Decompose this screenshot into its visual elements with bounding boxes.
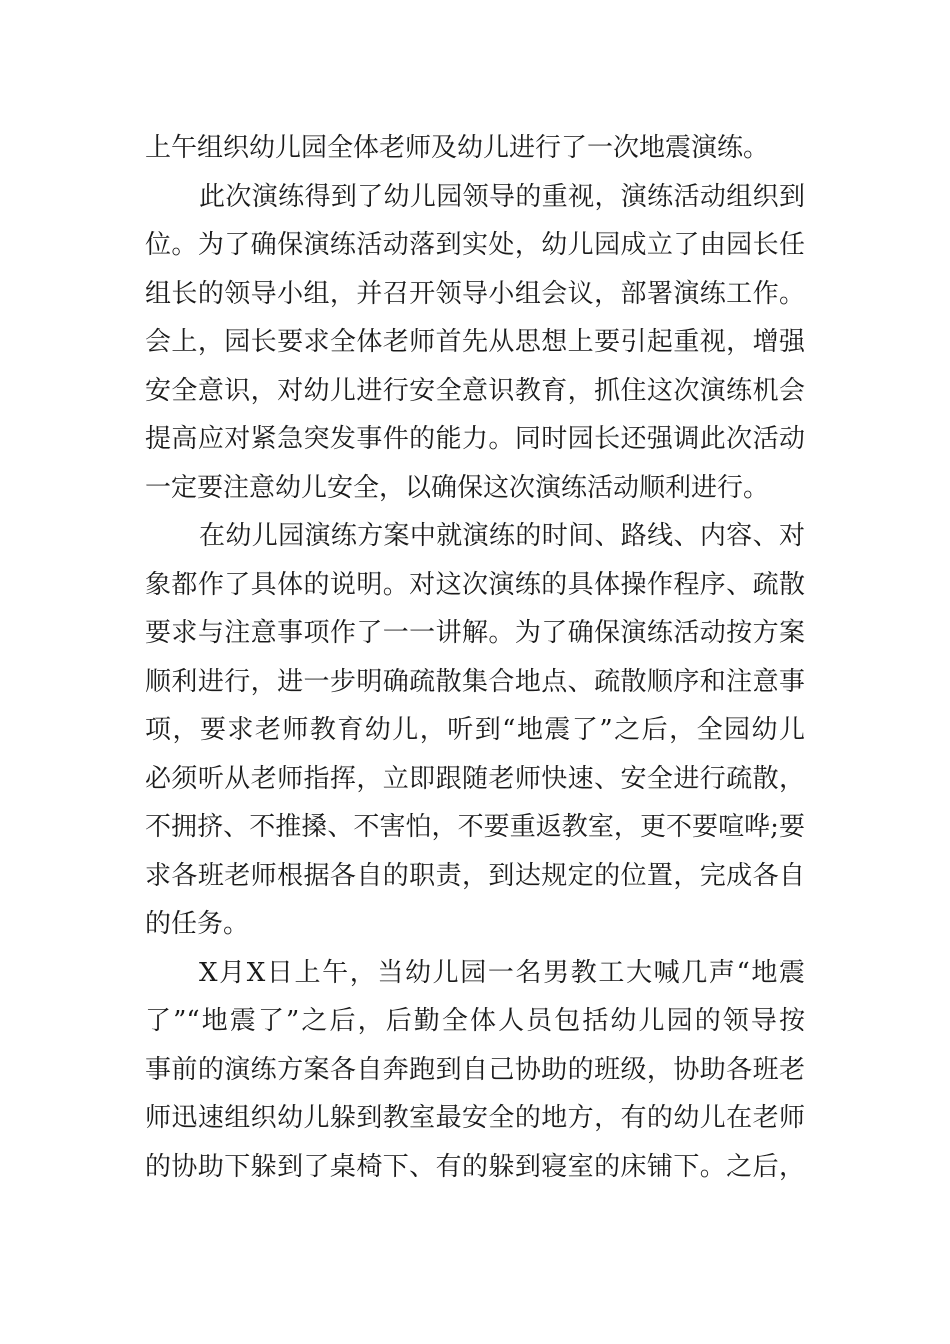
text-line-16: 求各班老师根据各自的职责，到达规定的位置，完成各自 bbox=[145, 860, 805, 891]
text-line-7: 提高应对紧急突发事件的能力。同时园长还强调此次活动 bbox=[145, 424, 805, 454]
text-line-20: 事前的演练方案各自奔跑到自己协助的班级，协助各班老 bbox=[145, 1054, 805, 1085]
text-line-21: 师迅速组织幼儿躲到教室最安全的地方，有的幼儿在老师 bbox=[145, 1103, 805, 1133]
text-line-18: X月X日上午，当幼儿园一名男教工大喊几声“地震 bbox=[199, 957, 805, 988]
text-line-15: 不拥挤、不推搡、不害怕，不要重返教室，更不要喧哗;要 bbox=[145, 812, 805, 842]
text-line-10: 象都作了具体的说明。对这次演练的具体操作程序、疏散 bbox=[145, 569, 805, 600]
text-line-11: 要求与注意事项作了一一讲解。为了确保演练活动按方案 bbox=[145, 618, 805, 648]
text-line-4: 组长的领导小组，并召开领导小组会议，部署演练工作。 bbox=[145, 278, 805, 309]
text-line-8: 一定要注意幼儿安全，以确保这次演练活动顺利进行。 bbox=[145, 472, 770, 503]
text-line-22: 的协助下躲到了桌椅下、有的躲到寝室的床铺下。之后， bbox=[145, 1151, 805, 1182]
text-line-3: 位。为了确保演练活动落到实处，幼儿园成立了由园长任 bbox=[145, 230, 805, 260]
text-line-2: 此次演练得到了幼儿园领导的重视，演练活动组织到 bbox=[199, 181, 805, 212]
text-line-19: 了”“地震了”之后，后勤全体人员包括幼儿园的领导按 bbox=[145, 1006, 805, 1036]
text-line-5: 会上，园长要求全体老师首先从思想上要引起重视，增强 bbox=[145, 327, 805, 357]
document-body bbox=[145, 124, 805, 1191]
text-line-1: 上午组织幼儿园全体老师及幼儿进行了一次地震演练。 bbox=[145, 133, 770, 163]
text-line-17: 的任务。 bbox=[145, 909, 250, 939]
text-line-6: 安全意识，对幼儿进行安全意识教育，抓住这次演练机会 bbox=[145, 375, 805, 406]
text-line-14: 必须听从老师指挥，立即跟随老师快速、安全进行疏散， bbox=[145, 763, 805, 794]
text-line-13: 项，要求老师教育幼儿，听到“地震了”之后，全园幼儿 bbox=[145, 715, 805, 745]
text-line-12: 顺利进行，进一步明确疏散集合地点、疏散顺序和注意事 bbox=[145, 666, 805, 697]
text-line-9: 在幼儿园演练方案中就演练的时间、路线、内容、对 bbox=[199, 521, 805, 551]
